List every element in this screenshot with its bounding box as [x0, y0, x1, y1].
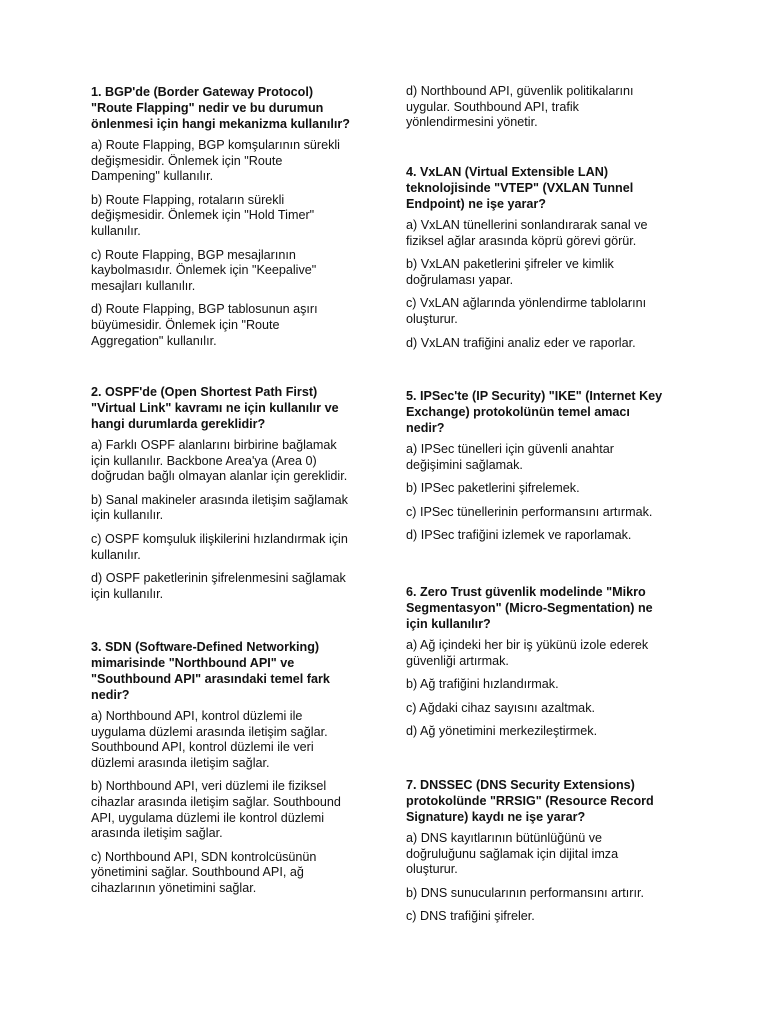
text-line: d) Route Flapping, BGP tablosunun aşırı — [91, 302, 318, 317]
text-line: 2. OSPF'de (Open Shortest Path First) — [91, 385, 318, 399]
text-line: Southbound API, kontrol düzlemi ile veri — [91, 740, 314, 755]
text-line: 7. DNSSEC (DNS Security Extensions) — [406, 778, 635, 792]
answer-option — [406, 336, 686, 352]
text-line: d) OSPF paketlerinin şifrelenmesini sağlamak — [91, 571, 346, 586]
text-line: doğrulaması yapar. — [406, 272, 514, 287]
question-3-a — [91, 639, 373, 897]
text-line: c) DNS trafiğini şifreler. — [406, 909, 535, 924]
text-line: b) VxLAN paketlerini şifreler ve kimlik — [406, 257, 614, 272]
answer-option — [406, 296, 686, 327]
text-line: oluşturur. — [406, 862, 458, 877]
answer-option — [91, 138, 373, 185]
question-4 — [406, 164, 686, 351]
text-line: Endpoint) ne işe yarar? — [406, 197, 546, 211]
text-line: Aggregation" kullanılır. — [91, 333, 217, 348]
answer-option — [406, 218, 686, 249]
text-line: Dampening" kullanılır. — [91, 169, 214, 184]
text-line: d) IPSec trafiğini izlemek ve raporlamak. — [406, 528, 632, 543]
question-5 — [406, 388, 686, 544]
text-line: b) Sanal makineler arasında iletişim sağlamak — [91, 492, 348, 507]
text-line: nedir? — [406, 421, 445, 435]
text-line: değişimini sağlamak. — [406, 457, 523, 472]
answer-option — [91, 571, 373, 602]
question-title — [91, 84, 373, 132]
text-line: d) Ağ yönetimini merkezileştirmek. — [406, 724, 598, 739]
answer-option — [406, 505, 686, 521]
text-line: "Virtual Link" kavramı ne için kullanılır ve — [91, 401, 339, 415]
text-line: b) DNS sunucularının performansını artırır. — [406, 885, 644, 900]
question-6 — [406, 584, 686, 740]
text-line: a) IPSec tünelleri için güvenli anahtar — [406, 442, 614, 456]
text-line: Exchange) protokolünün temel amacı — [406, 405, 630, 419]
question-7 — [406, 777, 686, 925]
text-line: a) DNS kayıtlarının bütünlüğünü ve — [406, 831, 603, 845]
text-line: b) Ağ trafiğini hızlandırmak. — [406, 677, 559, 692]
question-title — [406, 777, 686, 825]
answer-option — [91, 302, 373, 349]
text-line: kullanılır. — [91, 223, 141, 238]
answer-option — [91, 438, 373, 485]
text-line: doğruluğunu sağlamak için dijital imza — [406, 846, 619, 861]
answer-option — [91, 850, 373, 897]
text-line: nedir? — [91, 688, 130, 702]
answer-option — [406, 84, 686, 131]
text-line: a) Ağ içindeki her bir iş yükünü izole ederek — [406, 638, 649, 652]
text-line: 6. Zero Trust güvenlik modelinde "Mikro — [406, 585, 646, 599]
text-line: düzlemi arasında iletişim sağlar. — [91, 755, 270, 770]
text-line: Signature) kaydı ne işe yarar? — [406, 810, 586, 824]
text-line: fiziksel ağlar arasında köprü görevi görür. — [406, 233, 637, 248]
question-title — [406, 388, 686, 436]
answer-option — [406, 724, 686, 740]
answer-option — [406, 909, 686, 925]
text-line: b) Northbound API, veri düzlemi ile fiziksel — [91, 779, 327, 794]
answer-option — [406, 831, 686, 878]
answer-option — [91, 493, 373, 524]
text-line: doğrudan bağlı olmayan alanlar için gereklidir. — [91, 469, 348, 484]
text-line: d) VxLAN trafiğini analiz eder ve raporlar. — [406, 335, 636, 350]
answer-option — [406, 677, 686, 693]
answer-option — [406, 481, 686, 497]
answer-option — [91, 193, 373, 240]
text-line: için kullanılır. — [91, 586, 164, 601]
text-line: yönlendirmesini yönetir. — [406, 115, 538, 130]
text-line: a) VxLAN tünellerini sonlandırarak sanal ve — [406, 218, 648, 232]
text-line: a) Route Flapping, BGP komşularının sürekli — [91, 138, 340, 152]
text-line: Segmentasyon" (Micro-Segmentation) ne — [406, 601, 653, 615]
text-line: uygulama düzlemi arasında iletişim sağlar. — [91, 724, 328, 739]
question-title — [406, 584, 686, 632]
answer-option — [406, 528, 686, 544]
question-title — [91, 384, 373, 432]
text-line: cihazlarının yönetimini sağlar. — [91, 880, 257, 895]
answer-option — [91, 779, 373, 841]
text-line: "Route Flapping" nedir ve bu durumun — [91, 101, 324, 115]
text-line: c) VxLAN ağlarında yönlendirme tablolarını — [406, 296, 647, 311]
question-title — [406, 164, 686, 212]
text-line: değişmesidir. Önlemek için "Route — [91, 153, 283, 168]
text-line: 4. VxLAN (Virtual Extensible LAN) — [406, 165, 609, 179]
text-line: "Southbound API" arasındaki temel fark — [91, 672, 330, 686]
text-line: için kullanılır. Backbone Area'ya (Area 0) — [91, 453, 317, 468]
text-line: mimarisinde "Northbound API" ve — [91, 656, 295, 670]
answer-option — [406, 257, 686, 288]
text-line: API, uygulama düzlemi ile kontrol düzlemi — [91, 810, 325, 825]
answer-option — [406, 638, 686, 669]
answer-option — [406, 886, 686, 902]
text-line: a) Northbound API, kontrol düzlemi ile — [91, 709, 303, 723]
answer-option — [406, 701, 686, 717]
question-2 — [91, 384, 373, 602]
text-line: c) OSPF komşuluk ilişkilerini hızlandırmak için — [91, 531, 348, 546]
text-line: d) Northbound API, güvenlik politikalarını — [406, 84, 634, 98]
text-line: mesajları kullanılır. — [91, 278, 196, 293]
question-3-b — [406, 84, 686, 131]
text-line: c) Northbound API, SDN kontrolcüsünün — [91, 849, 317, 864]
text-line: kullanılır. — [91, 547, 141, 562]
text-line: oluşturur. — [406, 311, 458, 326]
text-line: arasında iletişim sağlar. — [91, 826, 223, 841]
text-line: b) IPSec paketlerini şifrelemek. — [406, 481, 580, 496]
text-line: için kullanılır? — [406, 617, 491, 631]
text-line: protokolünde "RRSIG" (Resource Record — [406, 794, 654, 808]
text-line: için kullanılır. — [91, 508, 164, 523]
text-line: değişmesidir. Önlemek için "Hold Timer" — [91, 208, 315, 223]
text-line: kaybolmasıdır. Önlemek için "Keepalive" — [91, 263, 317, 278]
text-line: cihazlar arasında iletişim sağlar. Southbound — [91, 794, 341, 809]
text-line: a) Farklı OSPF alanlarını birbirine bağlamak — [91, 438, 337, 452]
answer-option — [91, 709, 373, 771]
text-line: c) IPSec tünellerinin performansını artırmak. — [406, 504, 653, 519]
text-line: büyümesidir. Önlemek için "Route — [91, 317, 280, 332]
text-line: c) Route Flapping, BGP mesajlarının — [91, 247, 296, 262]
text-line: hangi durumlarda gereklidir? — [91, 417, 266, 431]
text-line: 3. SDN (Software-Defined Networking) — [91, 640, 320, 654]
answer-option — [91, 248, 373, 295]
text-line: önlenmesi için hangi mekanizma kullanılır? — [91, 117, 350, 131]
text-line: teknolojisinde "VTEP" (VXLAN Tunnel — [406, 181, 634, 195]
question-1 — [91, 84, 373, 349]
text-line: b) Route Flapping, rotaların sürekli — [91, 192, 285, 207]
text-line: güvenliği artırmak. — [406, 653, 509, 668]
text-line: 1. BGP'de (Border Gateway Protocol) — [91, 85, 314, 99]
answer-option — [406, 442, 686, 473]
question-title — [91, 639, 373, 703]
text-line: uygular. Southbound API, trafik — [406, 99, 579, 114]
text-line: c) Ağdaki cihaz sayısını azaltmak. — [406, 700, 595, 715]
text-line: 5. IPSec'te (IP Security) "IKE" (Internet Key — [406, 389, 663, 403]
answer-option — [91, 532, 373, 563]
text-line: yönetimini sağlar. Southbound API, ağ — [91, 865, 304, 880]
